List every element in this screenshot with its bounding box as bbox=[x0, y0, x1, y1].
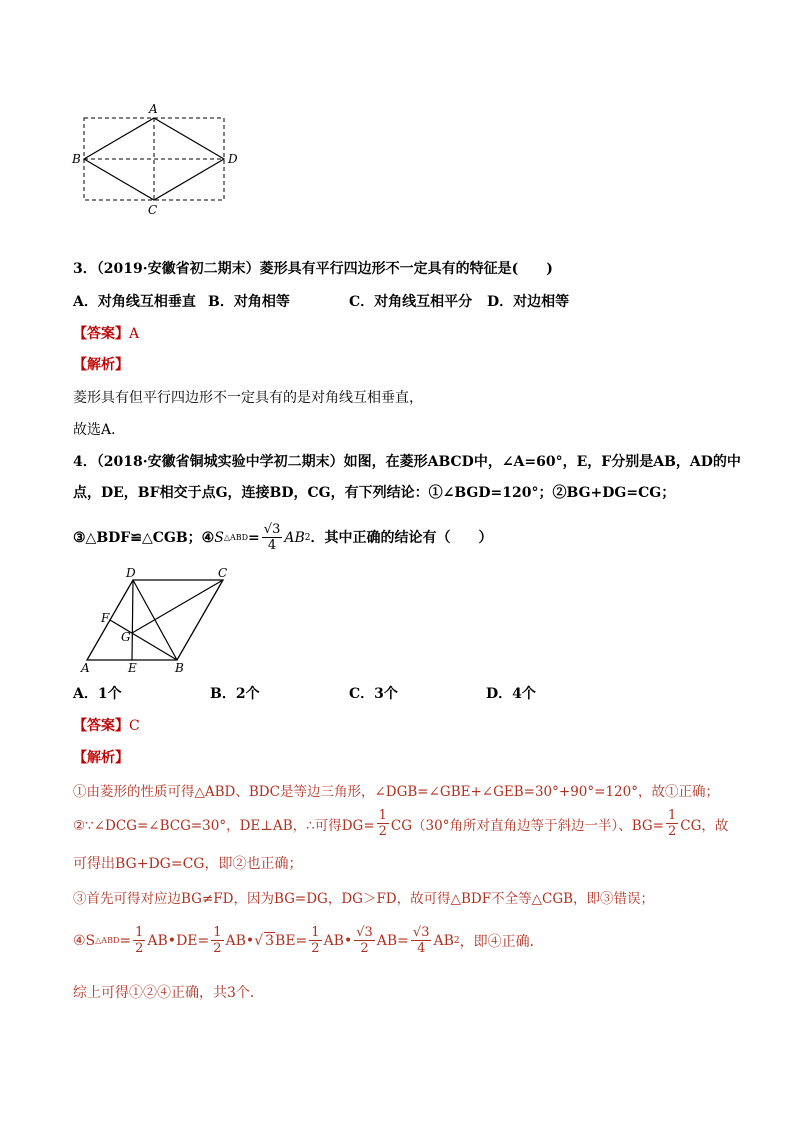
q3-option-b: B．对角相等 bbox=[208, 294, 290, 310]
q4-l5-frac-4-num: √3 bbox=[356, 925, 373, 940]
q4-l5-b: = bbox=[119, 932, 132, 949]
q4-stem-ab: AB bbox=[284, 529, 305, 546]
fig2-label-a: A bbox=[81, 661, 90, 675]
q4-stem-line-1: 4．（2018·安徽省铜城实验中学初二期末）如图，在菱形ABCD中，∠A=60°，E，F分别是AB，AD的中 bbox=[73, 454, 741, 470]
q4-stem-sup: 2 bbox=[304, 532, 311, 543]
q4-option-b: B．2个 bbox=[210, 686, 260, 702]
q4-l5-frac-3 bbox=[309, 925, 321, 956]
q4-l5-frac-3-den: 2 bbox=[311, 941, 320, 956]
q4-l5-h: AB bbox=[433, 932, 454, 949]
q4-l2-frac-1-num: 1 bbox=[378, 808, 387, 823]
q4-l2-b: CG（30°角所对直角边等于斜边一半）、BG= bbox=[390, 817, 664, 834]
q4-l5-g: AB= bbox=[376, 932, 409, 949]
q4-answer-value: C bbox=[129, 718, 140, 734]
q4-l5-sub: △ABD bbox=[95, 936, 120, 945]
q3-option-c: C．对角线互相平分 bbox=[349, 294, 473, 310]
q4-l5-e: BE= bbox=[275, 932, 308, 949]
q3-answer bbox=[73, 324, 139, 344]
q4-l5-c: AB•DE= bbox=[147, 932, 210, 949]
q4-analysis-line-2 bbox=[73, 808, 728, 839]
fig2-label-g: G bbox=[121, 630, 131, 644]
q4-l2-a: ②∵∠DCG=∠BCG=30°，DE⊥AB，∴可得DG= bbox=[73, 817, 375, 834]
q4-option-d: D．4个 bbox=[486, 686, 536, 702]
q4-l5-frac-2-den: 2 bbox=[213, 941, 222, 956]
fig2-label-c: C bbox=[218, 566, 228, 580]
label-d: D bbox=[228, 152, 238, 166]
q4-l5-frac-4 bbox=[354, 925, 375, 956]
rhombus-figure-2 bbox=[75, 566, 235, 676]
q4-l2-frac-2 bbox=[666, 808, 678, 839]
q4-answer bbox=[73, 716, 140, 736]
fig2-label-f: F bbox=[101, 611, 110, 625]
label-b: B bbox=[72, 152, 81, 166]
q4-analysis-line-1: ①由菱形的性质可得△ABD、BDC是等边三角形，∠DGB=∠GBE+∠GEB=30°+90°=120°，故①正确； bbox=[73, 784, 719, 800]
fig2-label-e: E bbox=[128, 661, 137, 675]
q4-stem-line-2: 点，DE，BF相交于点G，连接BD，CG，有下列结论：①∠BGD=120°；②BG+DG=CG； bbox=[73, 485, 676, 501]
q4-l2-frac-1 bbox=[377, 808, 389, 839]
q4-options bbox=[73, 684, 713, 704]
q3-options bbox=[73, 292, 713, 312]
q4-l2-frac-1-den: 2 bbox=[378, 824, 387, 839]
q4-l5-frac-5-num: √3 bbox=[412, 925, 430, 940]
q4-l5-frac-2-num: 1 bbox=[213, 925, 222, 940]
q4-answer-tag: 【答案】 bbox=[73, 718, 129, 734]
q3-answer-tag: 【答案】 bbox=[73, 326, 129, 342]
q4-l5-frac-5-den: 4 bbox=[417, 941, 426, 956]
q4-stem-3a: ③△BDF≌△CGB；④ bbox=[73, 529, 215, 546]
rhombus-figure-1 bbox=[70, 100, 250, 218]
q3-option-d: D．对边相等 bbox=[487, 294, 570, 310]
q4-option-a: A．1个 bbox=[73, 686, 122, 702]
q4-stem-3b: ．其中正确的结论有（ ） bbox=[310, 529, 493, 546]
q3-stem: 3．（2019·安徽省初二期末）菱形具有平行四边形不一定具有的特征是( ) bbox=[73, 261, 553, 277]
q4-summary: 综上可得①②④正确，共3个． bbox=[73, 985, 264, 1001]
q4-l2-frac-2-den: 2 bbox=[667, 824, 677, 839]
q4-l5-frac-4-den: 2 bbox=[360, 941, 369, 956]
label-c: C bbox=[148, 203, 158, 217]
q4-l5-frac-1-num: 1 bbox=[135, 925, 144, 940]
q4-l5-frac-1-den: 2 bbox=[135, 941, 144, 956]
q4-stem-eq: = bbox=[248, 529, 260, 546]
q4-analysis-line-5 bbox=[73, 925, 544, 956]
q4-l5-sqrt-value: 3 bbox=[265, 932, 275, 949]
q3-analysis-tag: 【解析】 bbox=[73, 357, 129, 373]
q3-option-a: A．对角线互相垂直 bbox=[73, 294, 196, 310]
q4-l5-i: ，即④正确． bbox=[459, 933, 544, 950]
q4-l2-frac-2-num: 1 bbox=[667, 808, 677, 823]
q4-l5-f: AB• bbox=[323, 932, 353, 949]
q4-l5-sup: 2 bbox=[453, 935, 460, 946]
q3-answer-value: A bbox=[129, 326, 140, 342]
q4-analysis-tag: 【解析】 bbox=[73, 750, 129, 766]
q4-stem-fraction-num: √3 bbox=[263, 522, 281, 537]
q4-stem-fraction bbox=[262, 522, 283, 553]
q4-l2-c: CG，故 bbox=[680, 817, 729, 834]
q4-analysis-line-3: 可得出BG+DG=CG，即②也正确； bbox=[73, 856, 303, 872]
q4-l5-d: AB• bbox=[225, 932, 255, 949]
fig2-label-d: D bbox=[126, 566, 136, 580]
q4-stem-fraction-den: 4 bbox=[267, 538, 277, 553]
q4-option-c: C．3个 bbox=[349, 686, 398, 702]
q4-l5-frac-1 bbox=[133, 925, 145, 956]
q4-stem-line-3 bbox=[73, 522, 492, 553]
q4-l5-a: ④S bbox=[73, 932, 96, 949]
q3-analysis-line-1: 菱形具有但平行四边形不一定具有的是对角线互相垂直， bbox=[73, 390, 423, 406]
q4-l5-sqrt: √ 3 bbox=[254, 932, 275, 949]
label-a: A bbox=[149, 102, 158, 116]
q4-l5-frac-5 bbox=[411, 925, 432, 956]
q4-l5-frac-2 bbox=[211, 925, 223, 956]
q4-stem-s: S bbox=[214, 529, 224, 546]
q4-l5-frac-3-num: 1 bbox=[311, 925, 320, 940]
q3-analysis-line-2: 故选A． bbox=[73, 422, 126, 438]
q4-analysis-line-4: ③首先可得对应边BG≠FD，因为BG=DG，DG＞FD，故可得△BDF不全等△CGB，即③错误； bbox=[73, 891, 655, 907]
fig2-label-b: B bbox=[175, 661, 184, 675]
q4-stem-sub: △ABD bbox=[223, 532, 249, 542]
